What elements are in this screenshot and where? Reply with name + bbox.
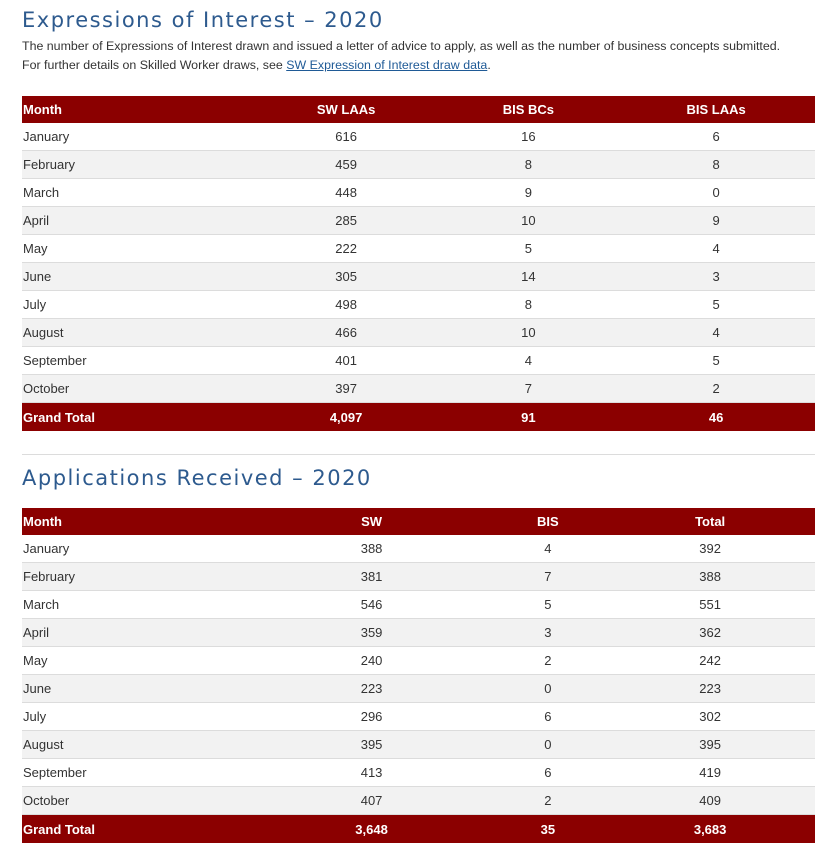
apps-cell-value: 409 xyxy=(605,787,815,815)
apps-cell-value: 242 xyxy=(605,647,815,675)
eoi-cell-value: 8 xyxy=(439,151,617,179)
apps-cell-value: 419 xyxy=(605,759,815,787)
eoi-table-row xyxy=(22,151,815,179)
apps-cell-value: 395 xyxy=(605,731,815,759)
eoi-cell-month: September xyxy=(22,347,253,375)
eoi-table-row xyxy=(22,235,815,263)
eoi-cell-value: 616 xyxy=(253,123,440,151)
eoi-cell-value: 4 xyxy=(617,235,815,263)
eoi-table-row xyxy=(22,375,815,403)
apps-total-value: 3,683 xyxy=(605,815,815,844)
eoi-cell-value: 4 xyxy=(617,319,815,347)
eoi-cell-value: 14 xyxy=(439,263,617,291)
apps-grand-total-row xyxy=(22,815,815,844)
apps-cell-value: 2 xyxy=(490,647,605,675)
apps-table xyxy=(22,508,815,843)
eoi-cell-value: 397 xyxy=(253,375,440,403)
apps-table-row xyxy=(22,787,815,815)
eoi-cell-value: 498 xyxy=(253,291,440,319)
apps-cell-value: 388 xyxy=(253,535,491,563)
eoi-table-row xyxy=(22,319,815,347)
apps-cell-value: 413 xyxy=(253,759,491,787)
eoi-cell-value: 285 xyxy=(253,207,440,235)
eoi-header-bis-bcs: BIS BCs xyxy=(439,96,617,123)
eoi-cell-value: 3 xyxy=(617,263,815,291)
apps-cell-value: 551 xyxy=(605,591,815,619)
apps-total-value: 3,648 xyxy=(253,815,491,844)
apps-cell-value: 381 xyxy=(253,563,491,591)
apps-cell-value: 4 xyxy=(490,535,605,563)
apps-header-total: Total xyxy=(605,508,815,535)
apps-table-body xyxy=(22,535,815,843)
apps-table-row xyxy=(22,563,815,591)
apps-table-row xyxy=(22,619,815,647)
eoi-cell-month: January xyxy=(22,123,253,151)
apps-table-row xyxy=(22,703,815,731)
eoi-intro xyxy=(22,37,817,75)
eoi-cell-value: 6 xyxy=(617,123,815,151)
apps-header-sw: SW xyxy=(253,508,491,535)
eoi-total-value: 46 xyxy=(617,403,815,432)
eoi-table-row xyxy=(22,291,815,319)
eoi-section-title: Expressions of Interest – 2020 xyxy=(22,8,384,32)
eoi-table-header-row xyxy=(22,96,815,123)
apps-total-label: Grand Total xyxy=(22,815,253,844)
eoi-intro-suffix: . xyxy=(487,58,491,72)
apps-cell-month: July xyxy=(22,703,253,731)
apps-cell-value: 0 xyxy=(490,731,605,759)
apps-cell-month: April xyxy=(22,619,253,647)
eoi-cell-value: 222 xyxy=(253,235,440,263)
eoi-grand-total-row xyxy=(22,403,815,432)
eoi-cell-month: October xyxy=(22,375,253,403)
apps-total-value: 35 xyxy=(490,815,605,844)
eoi-header-bis-laas: BIS LAAs xyxy=(617,96,815,123)
eoi-cell-value: 10 xyxy=(439,319,617,347)
eoi-cell-value: 4 xyxy=(439,347,617,375)
eoi-intro-line-1: The number of Expressions of Interest drawn and issued a letter of advice to apply, as well as the number of business concepts submitted. xyxy=(22,39,781,53)
sw-eoi-draw-data-link[interactable]: SW Expression of Interest draw data xyxy=(286,58,488,72)
eoi-cell-value: 8 xyxy=(439,291,617,319)
eoi-table-row xyxy=(22,263,815,291)
apps-header-bis: BIS xyxy=(490,508,605,535)
eoi-cell-month: March xyxy=(22,179,253,207)
apps-cell-value: 223 xyxy=(605,675,815,703)
eoi-cell-month: July xyxy=(22,291,253,319)
eoi-cell-value: 8 xyxy=(617,151,815,179)
eoi-cell-value: 305 xyxy=(253,263,440,291)
eoi-table-row xyxy=(22,207,815,235)
apps-cell-value: 359 xyxy=(253,619,491,647)
eoi-table-row xyxy=(22,179,815,207)
apps-table-row xyxy=(22,759,815,787)
eoi-cell-value: 9 xyxy=(439,179,617,207)
eoi-total-value: 4,097 xyxy=(253,403,440,432)
apps-cell-month: January xyxy=(22,535,253,563)
eoi-cell-month: February xyxy=(22,151,253,179)
apps-cell-value: 388 xyxy=(605,563,815,591)
apps-cell-value: 392 xyxy=(605,535,815,563)
eoi-cell-month: August xyxy=(22,319,253,347)
eoi-table-body xyxy=(22,123,815,431)
apps-cell-value: 223 xyxy=(253,675,491,703)
apps-cell-month: May xyxy=(22,647,253,675)
apps-cell-value: 0 xyxy=(490,675,605,703)
apps-cell-value: 5 xyxy=(490,591,605,619)
eoi-cell-value: 5 xyxy=(617,347,815,375)
apps-table-row xyxy=(22,591,815,619)
eoi-cell-month: April xyxy=(22,207,253,235)
eoi-cell-value: 7 xyxy=(439,375,617,403)
eoi-cell-value: 16 xyxy=(439,123,617,151)
eoi-cell-value: 448 xyxy=(253,179,440,207)
apps-cell-month: February xyxy=(22,563,253,591)
eoi-cell-value: 401 xyxy=(253,347,440,375)
apps-cell-month: October xyxy=(22,787,253,815)
eoi-total-value: 91 xyxy=(439,403,617,432)
eoi-header-sw-laas: SW LAAs xyxy=(253,96,440,123)
apps-table-header-row xyxy=(22,508,815,535)
eoi-table-row xyxy=(22,123,815,151)
apps-cell-value: 407 xyxy=(253,787,491,815)
eoi-intro-line-2 xyxy=(22,56,817,75)
apps-cell-value: 6 xyxy=(490,703,605,731)
apps-table-row xyxy=(22,647,815,675)
eoi-cell-value: 5 xyxy=(617,291,815,319)
eoi-cell-value: 10 xyxy=(439,207,617,235)
apps-cell-value: 6 xyxy=(490,759,605,787)
eoi-cell-value: 466 xyxy=(253,319,440,347)
apps-section-title: Applications Received – 2020 xyxy=(22,466,372,490)
apps-cell-value: 546 xyxy=(253,591,491,619)
apps-cell-value: 7 xyxy=(490,563,605,591)
eoi-intro-prefix: For further details on Skilled Worker draws, see xyxy=(22,58,287,72)
apps-table-row xyxy=(22,535,815,563)
apps-cell-value: 2 xyxy=(490,787,605,815)
eoi-cell-value: 459 xyxy=(253,151,440,179)
apps-cell-value: 395 xyxy=(253,731,491,759)
apps-header-month: Month xyxy=(22,508,253,535)
eoi-cell-value: 5 xyxy=(439,235,617,263)
apps-cell-value: 302 xyxy=(605,703,815,731)
eoi-table-row xyxy=(22,347,815,375)
eoi-cell-value: 9 xyxy=(617,207,815,235)
apps-cell-value: 362 xyxy=(605,619,815,647)
apps-cell-value: 3 xyxy=(490,619,605,647)
eoi-cell-month: June xyxy=(22,263,253,291)
apps-cell-month: June xyxy=(22,675,253,703)
section-divider xyxy=(22,454,815,455)
apps-cell-month: August xyxy=(22,731,253,759)
eoi-cell-value: 2 xyxy=(617,375,815,403)
eoi-header-month: Month xyxy=(22,96,253,123)
eoi-total-label: Grand Total xyxy=(22,403,253,432)
apps-cell-value: 296 xyxy=(253,703,491,731)
apps-table-row xyxy=(22,675,815,703)
eoi-table xyxy=(22,96,815,431)
apps-cell-month: September xyxy=(22,759,253,787)
eoi-cell-value: 0 xyxy=(617,179,815,207)
apps-cell-value: 240 xyxy=(253,647,491,675)
apps-table-row xyxy=(22,731,815,759)
eoi-cell-month: May xyxy=(22,235,253,263)
apps-cell-month: March xyxy=(22,591,253,619)
